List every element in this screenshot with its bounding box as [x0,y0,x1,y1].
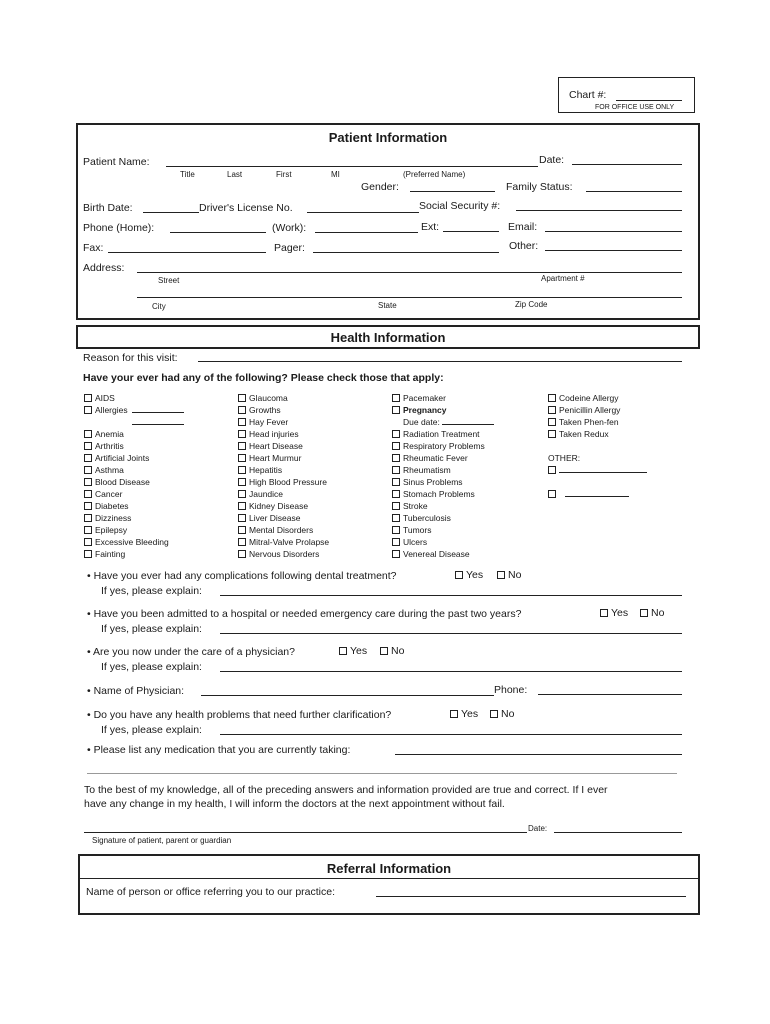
signature-date-field[interactable] [554,832,682,833]
ssn-field[interactable] [516,210,682,211]
conditions-column-3 [392,392,494,560]
checkbox[interactable] [392,394,400,402]
patient-name-field[interactable] [166,166,538,167]
condition-item[interactable]: Heart Disease [238,440,329,452]
phone-work-label: (Work): [272,222,307,234]
checkbox[interactable] [392,442,400,450]
apartment-label: Apartment # [541,274,585,283]
phone-home-label: Phone (Home): [83,222,155,234]
condition-item[interactable]: Hepatitis [238,464,329,476]
address-label: Address: [83,262,125,274]
chart-number-box [558,77,695,113]
office-use-note: FOR OFFICE USE ONLY [595,104,675,111]
condition-item[interactable]: Head injuries [238,428,329,440]
condition-item[interactable]: Artificial Joints [84,452,184,464]
condition-item[interactable]: Rheumatic Fever [392,452,494,464]
chart-number-label: Chart #: [569,89,607,101]
q2-explain-label: If yes, please explain: [101,623,202,635]
checkbox[interactable] [238,442,246,450]
phone-work-field[interactable] [315,232,418,233]
checkbox[interactable] [84,406,92,414]
checkbox[interactable] [392,514,400,522]
checkbox[interactable] [238,490,246,498]
health-info-header [76,325,700,349]
birth-date-field[interactable] [143,212,199,213]
q5-yes[interactable]: Yes [450,708,478,721]
due-date-line[interactable] [442,416,494,425]
signature-date-label: Date: [528,824,548,833]
checkbox[interactable] [548,406,556,414]
q3-explain-label: If yes, please explain: [101,661,202,673]
license-label: Driver's License No. [199,202,293,214]
checkbox[interactable] [84,490,92,498]
condition-item[interactable]: Respiratory Problems [392,440,494,452]
condition-item[interactable]: Dizziness [84,512,184,524]
other-contact-field[interactable] [545,250,682,251]
condition-item[interactable]: Taken Phen-fen [548,416,647,428]
birth-date-label: Birth Date: [83,202,133,214]
checkbox[interactable] [380,647,388,655]
pager-label: Pager: [274,242,305,254]
allergies-extra-line[interactable] [132,416,184,425]
checkbox[interactable] [548,430,556,438]
q1-explain-label: If yes, please explain: [101,585,202,597]
checkbox[interactable] [238,394,246,402]
condition-item[interactable]: Growths [238,404,329,416]
medication-label: • Please list any medication that you are currently taking: [87,744,351,756]
gender-field[interactable] [410,191,495,192]
condition-item[interactable]: Mental Disorders [238,524,329,536]
q2-explain-field[interactable] [220,633,682,634]
condition-item[interactable]: Hay Fever [238,416,329,428]
checkbox[interactable] [238,538,246,546]
gender-label: Gender: [361,181,399,193]
checkbox[interactable] [84,502,92,510]
referral-title: Referral Information [326,861,452,876]
checkbox[interactable] [497,571,505,579]
checkbox[interactable] [84,466,92,474]
zip-label: Zip Code [515,300,548,309]
checkbox[interactable] [238,478,246,486]
physician-name-label: • Name of Physician: [87,685,185,697]
checkbox[interactable] [238,526,246,534]
checkbox[interactable] [392,478,400,486]
referral-label: Name of person or office referring you to our practice: [86,886,336,898]
condition-item[interactable]: Sinus Problems [392,476,494,488]
other-condition-line[interactable] [559,464,647,473]
fax-label: Fax: [83,242,104,254]
health-info-title: Health Information [330,330,446,345]
referral-field[interactable] [376,896,686,897]
other-conditions-label: OTHER: [548,453,581,463]
condition-item[interactable]: Tuberculosis [392,512,494,524]
condition-item[interactable]: Codeine Allergy [548,392,647,404]
ext-label: Ext: [421,221,440,233]
family-status-field[interactable] [586,191,682,192]
q3-yes[interactable]: Yes [339,645,367,658]
condition-item[interactable]: Excessive Bleeding [84,536,184,548]
medication-field-2[interactable] [87,773,677,774]
checkbox[interactable] [392,430,400,438]
condition-item[interactable]: Tumors [392,524,494,536]
checkbox[interactable] [450,710,458,718]
referral-title-divider [80,878,698,879]
checkbox[interactable] [548,418,556,426]
email-field[interactable] [545,231,682,232]
q5-no[interactable]: No [490,708,514,721]
q1-no[interactable]: No [497,569,521,582]
q2-no[interactable]: No [640,607,664,620]
checkbox[interactable] [455,571,463,579]
condition-item[interactable]: Ulcers [392,536,494,548]
condition-item[interactable]: Anemia [84,428,184,440]
condition-item[interactable]: Heart Murmur [238,452,329,464]
checkbox[interactable] [238,418,246,426]
checkbox[interactable] [238,454,246,462]
condition-item[interactable]: Pacemaker [392,392,494,404]
condition-item[interactable]: Mitral-Valve Prolapse [238,536,329,548]
q1-explain-field[interactable] [220,595,682,596]
checkbox[interactable] [548,490,556,498]
checkbox[interactable] [84,550,92,558]
condition-item[interactable]: Arthritis [84,440,184,452]
reason-label: Reason for this visit: [83,352,178,364]
checkbox[interactable] [392,526,400,534]
checkbox[interactable] [392,502,400,510]
condition-item[interactable]: Taken Redux [548,428,647,440]
condition-item[interactable]: Penicillin Allergy [548,404,647,416]
checkbox[interactable] [640,609,648,617]
name-sub-preferred: (Preferred Name) [403,170,466,179]
patient-date-field[interactable] [572,164,682,165]
condition-item[interactable]: Glaucoma [238,392,329,404]
condition-item[interactable]: Asthma [84,464,184,476]
checkbox[interactable] [84,454,92,462]
allergies-extra-line-row [84,416,184,428]
signature-field[interactable] [84,832,527,833]
q1-yes[interactable]: Yes [455,569,483,582]
due-date-row: Due date: [392,416,494,428]
condition-item[interactable]: Jaundice [238,488,329,500]
condition-item[interactable]: Diabetes [84,500,184,512]
condition-item[interactable]: Nervous Disorders [238,548,329,560]
checkbox[interactable] [84,538,92,546]
checkbox[interactable] [392,454,400,462]
patient-name-label: Patient Name: [83,156,150,168]
checkbox[interactable] [392,490,400,498]
patient-info-section [76,123,700,320]
other-condition-2[interactable] [548,488,647,500]
checkbox[interactable] [238,430,246,438]
q3-no[interactable]: No [380,645,404,658]
checkbox[interactable] [238,514,246,522]
checkbox[interactable] [84,526,92,534]
referral-section [78,854,700,915]
condition-item[interactable]: Epilepsy [84,524,184,536]
condition-item[interactable]: Radiation Treatment [392,428,494,440]
physician-phone-label: Phone: [494,684,528,696]
q5-explain-label: If yes, please explain: [101,724,202,736]
q2-yes[interactable]: Yes [600,607,628,620]
name-sub-last: Last [227,170,243,179]
physician-name-field[interactable] [201,695,494,696]
checkbox[interactable] [84,514,92,522]
condition-item[interactable]: Blood Disease [84,476,184,488]
patient-date-label: Date: [539,154,565,166]
allergies-line[interactable] [132,404,184,413]
q5-explain-field[interactable] [220,734,682,735]
condition-item[interactable]: Fainting [84,548,184,560]
physician-phone-field[interactable] [538,694,682,695]
chart-number-field[interactable] [616,100,682,101]
condition-item[interactable]: Liver Disease [238,512,329,524]
state-label: State [378,301,397,310]
checkbox[interactable] [238,406,246,414]
pager-field[interactable] [313,252,499,253]
condition-item[interactable]: Cancer [84,488,184,500]
condition-item[interactable]: Rheumatism [392,464,494,476]
condition-item[interactable]: Allergies [84,404,184,416]
street-label: Street [158,276,180,285]
checkbox[interactable] [392,538,400,546]
condition-item[interactable]: Venereal Disease [392,548,494,560]
checkbox[interactable] [548,466,556,474]
checkbox[interactable] [600,609,608,617]
condition-item[interactable]: Stroke [392,500,494,512]
condition-item[interactable]: Stomach Problems [392,488,494,500]
phone-home-field[interactable] [170,232,266,233]
checkbox[interactable] [238,466,246,474]
condition-item[interactable]: AIDS [84,392,184,404]
conditions-column-4 [548,392,647,500]
checkbox[interactable] [84,442,92,450]
address-city-field[interactable] [137,297,682,298]
checkbox[interactable] [238,502,246,510]
checkbox[interactable] [392,550,400,558]
checkbox[interactable] [238,550,246,558]
name-sub-title: Title [180,170,195,179]
q3-explain-field[interactable] [220,671,682,672]
fax-field[interactable] [108,252,266,253]
checkbox[interactable] [84,478,92,486]
conditions-column-2 [238,392,329,560]
signature-label: Signature of patient, parent or guardian [92,836,232,845]
name-sub-first: First [276,170,292,179]
patient-info-title: Patient Information [328,130,448,145]
checkbox[interactable] [339,647,347,655]
medication-field[interactable] [395,754,682,755]
city-label: City [152,302,166,311]
question-health-problems: • Do you have any health problems that need further clarification? [87,709,392,721]
checkbox[interactable] [490,710,498,718]
condition-item[interactable]: High Blood Pressure [238,476,329,488]
checkbox[interactable] [548,394,556,402]
other-condition-1[interactable] [548,464,647,476]
question-physician-care: • Are you now under the care of a physician? [87,646,295,658]
condition-item[interactable]: Pregnancy [392,404,494,416]
other-condition-line[interactable] [565,488,629,497]
reason-field[interactable] [198,361,682,362]
conditions-column-1 [84,392,184,560]
address-street-field[interactable] [137,272,682,273]
name-sub-mi: MI [331,170,340,179]
conditions-question: Have your ever had any of the following? Please check those that apply: [83,372,444,384]
email-label: Email: [508,221,538,233]
question-hospital-admission: • Have you been admitted to a hospital or needed emergency care during the past two years? [87,608,522,620]
ssn-label: Social Security #: [419,200,501,212]
checkbox[interactable] [392,406,400,414]
statement-line-2: have any change in my health, I will inform the doctors at the next appointment without fail. [84,798,505,810]
question-dental-complications: • Have you ever had any complications following dental treatment? [87,570,397,582]
other-contact-label: Other: [509,240,539,252]
license-field[interactable] [307,212,419,213]
checkbox[interactable] [84,394,92,402]
ext-field[interactable] [443,231,499,232]
checkbox[interactable] [392,466,400,474]
family-status-label: Family Status: [506,181,573,193]
checkbox[interactable] [84,430,92,438]
statement-line-1: To the best of my knowledge, all of the preceding answers and information provided are true and correct. If I ever [84,784,608,796]
condition-item[interactable]: Kidney Disease [238,500,329,512]
